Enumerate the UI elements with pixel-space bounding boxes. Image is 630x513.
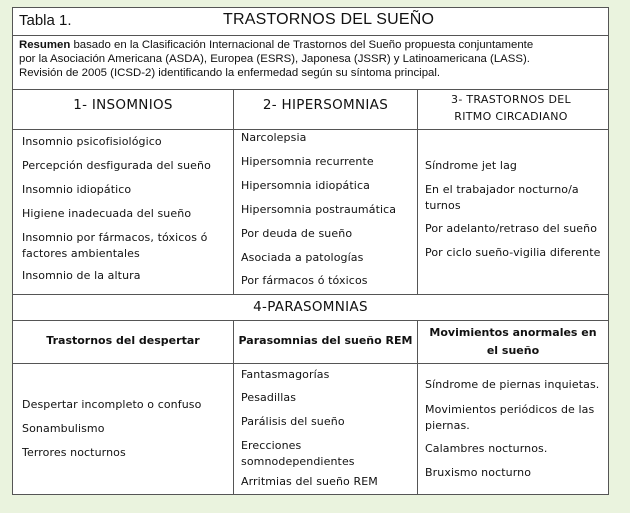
list-item: Terrores nocturnos <box>22 446 126 459</box>
divider <box>13 89 608 90</box>
list-item: Insomnio por fármacos, tóxicos ó factores ambientales <box>22 231 208 260</box>
list-item: Pesadillas <box>241 391 297 404</box>
header-despertar: Trastornos del despertar <box>46 334 200 347</box>
list-item: Por fármacos ó tóxicos <box>241 274 368 287</box>
header-hipersomnias: 2- HIPERSOMNIAS <box>262 97 389 113</box>
sleep-disorders-table <box>12 7 609 495</box>
summary-line-2: por la Asociación Americana (ASDA), Europea (ESRS), Japonesa (JSSR) y Latinoamericana (LASS). <box>19 53 530 65</box>
divider <box>13 294 608 295</box>
divider <box>417 320 418 494</box>
list-item: Erecciones somnodependientes <box>241 439 355 468</box>
list-item: Síndrome de piernas inquietas. <box>425 378 600 391</box>
divider <box>233 89 234 294</box>
table-title: TRASTORNOS DEL SUEÑO <box>223 11 435 28</box>
list-item: Por ciclo sueño-vigilia diferente <box>425 246 601 259</box>
list-item: En el trabajador nocturno/a turnos <box>425 183 579 212</box>
list-item: Higiene inadecuada del sueño <box>22 207 192 220</box>
list-item: Síndrome jet lag <box>425 159 517 172</box>
list-item: Arritmias del sueño REM <box>241 475 378 488</box>
list-item: Narcolepsia <box>241 131 307 144</box>
summary-bold: Resumen <box>19 39 71 51</box>
list-item: Fantasmagorías <box>241 368 330 381</box>
list-item: Bruxismo nocturno <box>425 466 532 479</box>
list-item: Sonambulismo <box>22 422 105 435</box>
list-item: Hipersomnia idiopática <box>241 179 370 192</box>
divider <box>13 363 608 364</box>
divider <box>13 320 608 321</box>
header-movimientos: Movimientos anormales en el sueño <box>429 326 597 357</box>
list-item: Asociada a patologías <box>241 251 364 264</box>
section-title-parasomnias: 4-PARASOMNIAS <box>253 299 368 315</box>
list-item: Insomnio de la altura <box>22 269 141 282</box>
list-item: Insomnio idiopático <box>22 183 132 196</box>
list-item: Por adelanto/retraso del sueño <box>425 222 598 235</box>
header-rem: Parasomnias del sueño REM <box>238 334 413 347</box>
summary-line-1: Resumen basado en la Clasificación Internacional de Trastornos del Sueño propuesta conjuntamente <box>19 39 534 51</box>
list-item: Parálisis del sueño <box>241 415 345 428</box>
list-item: Hipersomnia postraumática <box>241 203 397 216</box>
summary-line-3: Revisión de 2005 (ICSD-2) identificando la enfermedad según su síntoma principal. <box>19 67 441 79</box>
list-item: Percepción desfigurada del sueño <box>22 159 211 172</box>
divider <box>13 35 608 36</box>
list-item: Hipersomnia recurrente <box>241 155 374 168</box>
table-label: Tabla 1. <box>19 12 72 29</box>
header-insomnios: 1- INSOMNIOS <box>73 97 173 113</box>
list-item: Movimientos periódicos de las piernas. <box>425 403 595 432</box>
divider <box>417 89 418 294</box>
list-item: Insomnio psicofisiológico <box>22 135 162 148</box>
list-item: Por deuda de sueño <box>241 227 353 240</box>
list-item: Despertar incompleto o confuso <box>22 398 202 411</box>
divider <box>13 129 608 130</box>
header-circadiano: 3- TRASTORNOS DEL RITMO CIRCADIANO <box>451 93 571 123</box>
list-item: Calambres nocturnos. <box>425 442 548 455</box>
